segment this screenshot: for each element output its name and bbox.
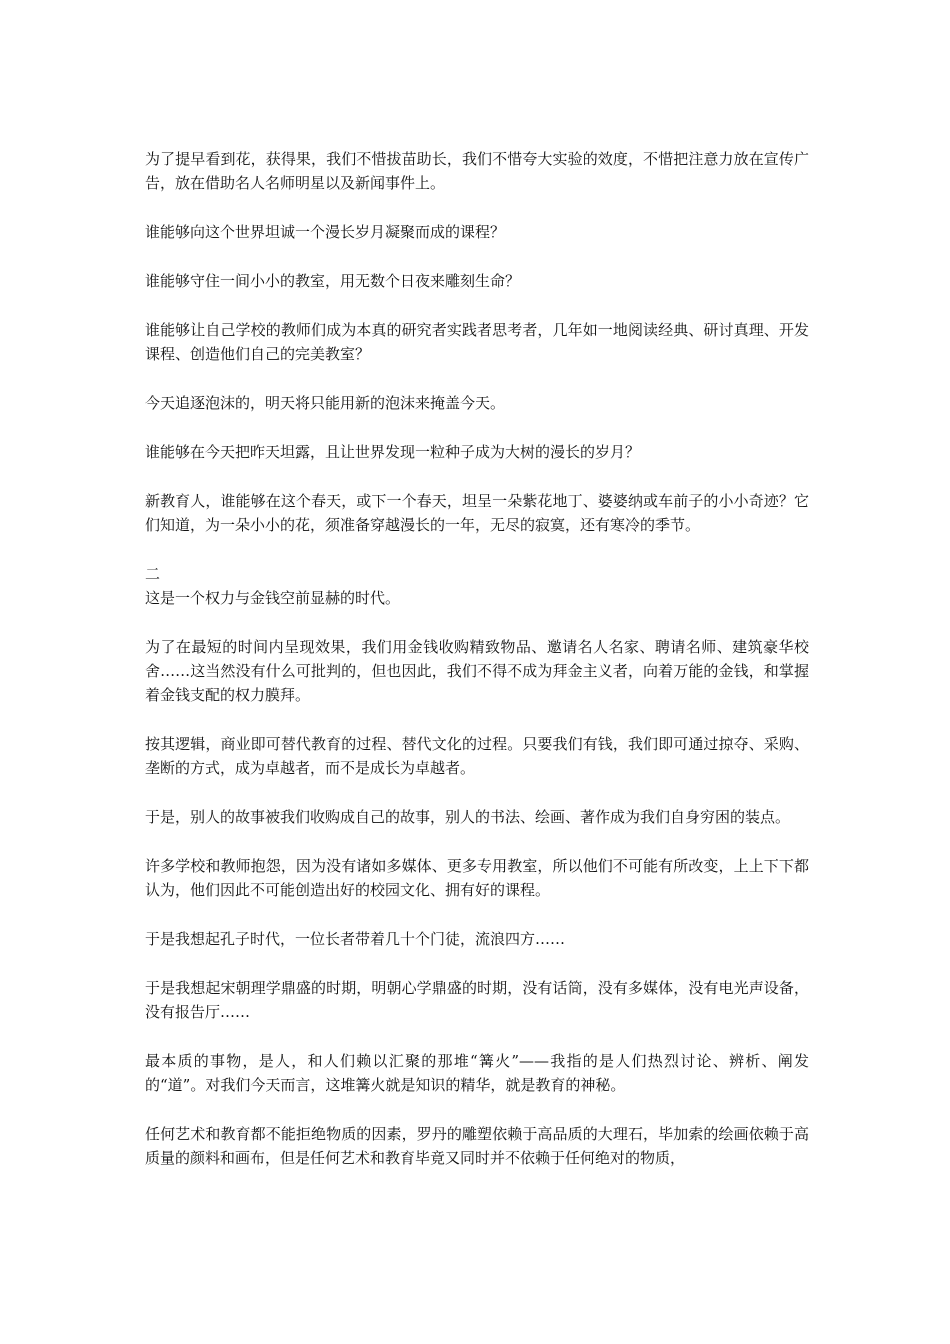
paragraph: 谁能够向这个世界坦诚一个漫长岁月凝聚而成的课程？ bbox=[145, 223, 506, 241]
paragraph: 谁能够在今天把昨天坦露，且让世界发现一粒种子成为大树的漫长的岁月？ bbox=[145, 443, 641, 461]
paragraph: 按其逻辑，商业即可替代教育的过程、替代文化的过程。只要我们有钱，我们即可通过掠夺、采购、垄断的方式，成为卓越者，而不是成长为卓越者。 bbox=[145, 735, 809, 777]
paragraph: 为了在最短的时间内呈现效果，我们用金钱收购精致物品、邀请名人名家、聘请名师、建筑豪华校舍……这当然没有什么可批判的，但也因此，我们不得不成为拜金主义者，向着万能的金钱，和掌握着金钱支配的权力膜拜。 bbox=[145, 638, 809, 704]
paragraph: 新教育人，谁能够在这个春天，或下一个春天，坦呈一朵紫花地丁、婆婆纳或车前子的小小奇迹？它们知道，为一朵小小的花，须准备穿越漫长的一年，无尽的寂寞，还有寒冷的季节。 bbox=[145, 492, 809, 534]
paragraph: 于是我想起宋朝理学鼎盛的时期，明朝心学鼎盛的时期，没有话筒，没有多媒体，没有电光声设备，没有报告厅…… bbox=[145, 979, 809, 1021]
paragraph: 最本质的事物，是人，和人们赖以汇聚的那堆“篝火”——我指的是人们热烈讨论、辨析、阐发的“道”。对我们今天而言，这堆篝火就是知识的精华，就是教育的神秘。 bbox=[145, 1052, 809, 1094]
paragraph: 谁能够让自己学校的教师们成为本真的研究者实践者思考者，几年如一地阅读经典、研讨真理、开发课程、创造他们自己的完美教室？ bbox=[145, 321, 809, 363]
section-number: 二 bbox=[145, 565, 161, 583]
document-page bbox=[145, 147, 809, 1195]
paragraph: 许多学校和教师抱怨，因为没有诸如多媒体、更多专用教室，所以他们不可能有所改变，上上下下都认为，他们因此不可能创造出好的校园文化、拥有好的课程。 bbox=[145, 857, 809, 899]
paragraph: 于是我想起孔子时代，一位长者带着几十个门徒，流浪四方…… bbox=[145, 930, 566, 948]
paragraph: 为了提早看到花，获得果，我们不惜拔苗助长，我们不惜夸大实验的效度，不惜把注意力放在宣传广告，放在借助名人名师明星以及新闻事件上。 bbox=[145, 150, 809, 192]
paragraph: 于是，别人的故事被我们收购成自己的故事，别人的书法、绘画、著作成为我们自身穷困的装点。 bbox=[145, 808, 791, 826]
section-first-line: 这是一个权力与金钱空前显赫的时代。 bbox=[145, 589, 401, 607]
paragraph: 任何艺术和教育都不能拒绝物质的因素，罗丹的雕塑依赖于高品质的大理石，毕加索的绘画依赖于高质量的颜料和画布，但是任何艺术和教育毕竟又同时并不依赖于任何绝对的物质， bbox=[145, 1125, 809, 1167]
paragraph: 今天追逐泡沫的，明天将只能用新的泡沫来掩盖今天。 bbox=[145, 394, 506, 412]
paragraph: 谁能够守住一间小小的教室，用无数个日夜来雕刻生命？ bbox=[145, 272, 521, 290]
